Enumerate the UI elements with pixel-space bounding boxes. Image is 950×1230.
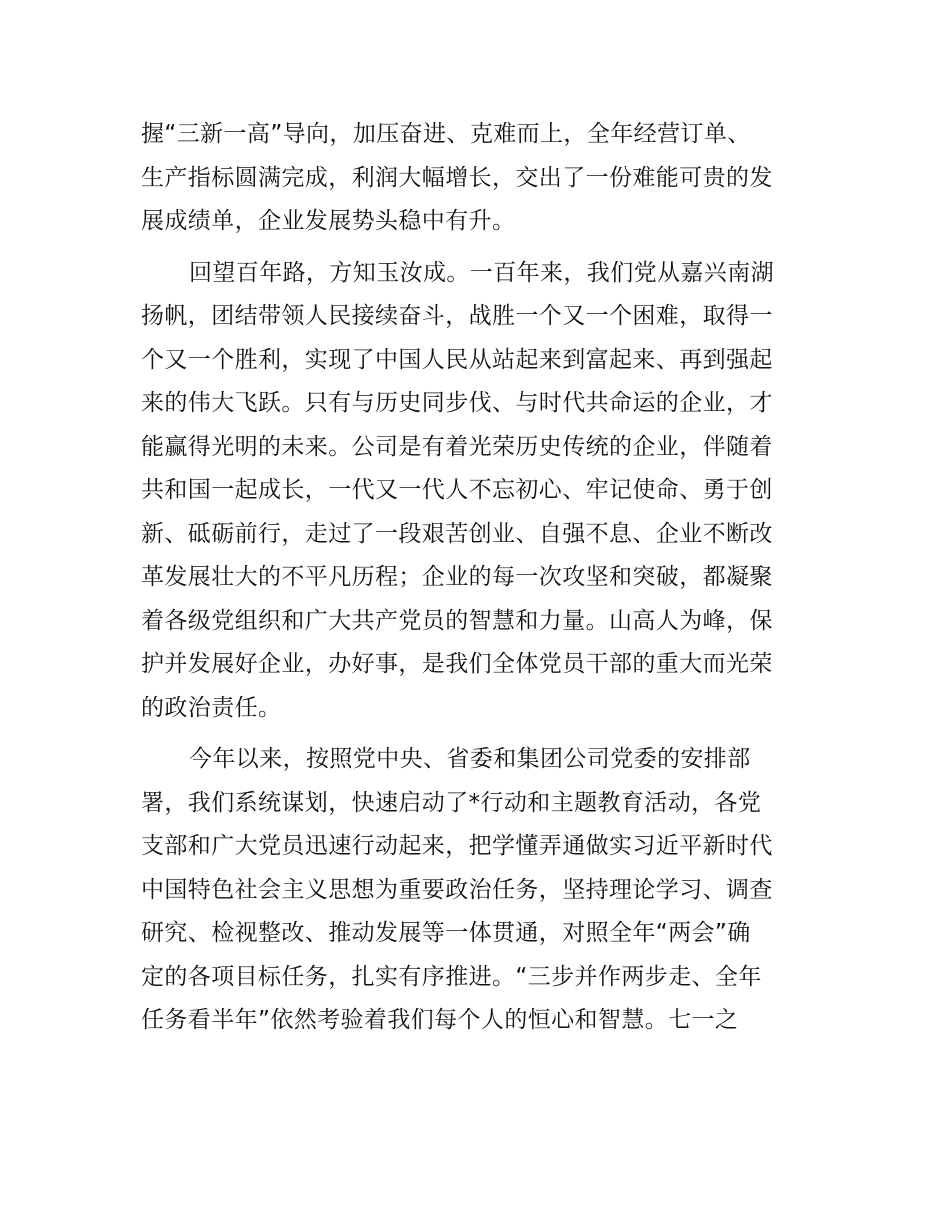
text-line: 任务看半年”依然考验着我们每个人的恒心和智慧。七一之 [141,1007,739,1033]
paragraph-3 [141,738,813,1043]
text-line: 共和国一起成长，一代又一代人不忘初心、牢记使命、勇于创 [141,477,773,503]
text-line: 握“三新一高”导向，加压奋进、克难而上，全年经营订单、 [141,121,751,147]
text-line: 革发展壮大的不平凡历程；企业的每一次攻坚和突破，都凝聚 [141,564,773,590]
text-line: 今年以来，按照党中央、省委和集团公司党委的安排部 [189,746,751,772]
text-line: 研究、检视整改、推动发展等一体贯通，对照全年“两会”确 [141,920,751,946]
text-line: 回望百年路，方知玉汝成。一百年来，我们党从嘉兴南湖 [189,259,774,286]
text-line: 护并发展好企业，办好事，是我们全体党员干部的重大而光荣 [141,651,773,677]
paragraph-2 [141,252,813,731]
document-body [141,113,813,1043]
text-line: 能赢得光明的未来。公司是有着光荣历史传统的企业，伴随着 [141,433,773,460]
text-line: 展成绩单，企业发展势头稳中有升。 [141,208,516,234]
text-line: 的政治责任。 [141,694,282,721]
text-line: 署，我们系统谋划，快速启动了*行动和主题教育活动，各党 [141,789,762,816]
text-line: 着各级党组织和广大共产党员的智慧和力量。山高人为峰，保 [141,607,773,634]
text-line: 中国特色社会主义思想为重要政治任务，坚持理论学习、调查 [141,876,773,903]
text-line: 定的各项目标任务，扎实有序推进。“三步并作两步走、全年 [141,963,762,990]
text-line: 来的伟大飞跃。只有与历史同步伐、与时代共命运的企业，才 [141,390,773,416]
text-line: 生产指标圆满完成，利润大幅增长，交出了一份难能可贵的发 [141,164,773,191]
paragraph-1 [141,113,813,244]
text-line: 新、砥砺前行，走过了一段艰苦创业、自强不息、企业不断改 [141,520,773,547]
text-line: 扬帆，团结带领人民接续奋斗，战胜一个又一个困难，取得一 [141,303,773,329]
paragraph-gap [141,730,813,738]
paragraph-gap [141,244,813,252]
text-line: 个又一个胜利，实现了中国人民从站起来到富起来、再到强起 [141,346,773,373]
text-line: 支部和广大党员迅速行动起来，把学懂弄通做实习近平新时代 [141,833,773,859]
